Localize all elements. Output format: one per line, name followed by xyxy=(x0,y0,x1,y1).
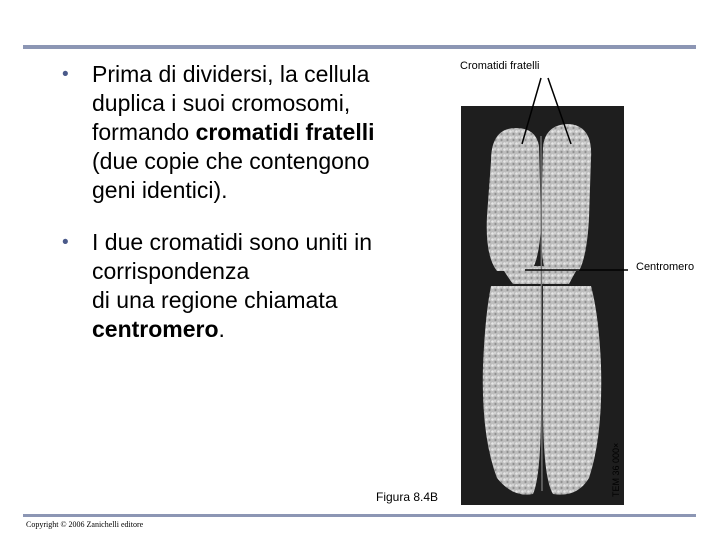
bullet-text: I due cromatidi sono uniti in xyxy=(92,229,372,255)
bottom-rule xyxy=(23,514,696,517)
bullet-bold-term: cromatidi fratelli xyxy=(195,119,375,145)
bullet-text: formando xyxy=(92,119,196,145)
copyright-notice: Copyright © 2006 Zanichelli editore xyxy=(26,520,144,529)
bullet-text: (due copie che contengono xyxy=(92,148,370,174)
figure-caption: Figura 8.4B xyxy=(376,490,439,504)
magnification-label: TEM 36 000× xyxy=(611,442,621,497)
bullet-text: duplica i suoi cromosomi, xyxy=(92,90,351,116)
sister-chromatid-pointer-left xyxy=(522,78,541,144)
centromere-label: Centromero xyxy=(636,261,695,273)
bullet-text: di una regione chiamata xyxy=(92,287,338,313)
bullet-dot-icon: • xyxy=(62,232,69,253)
bullet-text: . xyxy=(218,316,225,342)
bullet-text: corrispondenza xyxy=(92,258,250,284)
sister-chromatids-label: Cromatidi fratelli xyxy=(460,60,540,72)
sister-chromatid-pointer-right xyxy=(548,78,571,144)
bullet-text: geni identici). xyxy=(92,177,228,203)
bullet-text: Prima di dividersi, la cellula xyxy=(92,61,370,87)
bullet-bold-term: centromero xyxy=(92,316,219,342)
bullet-dot-icon: • xyxy=(62,64,69,85)
